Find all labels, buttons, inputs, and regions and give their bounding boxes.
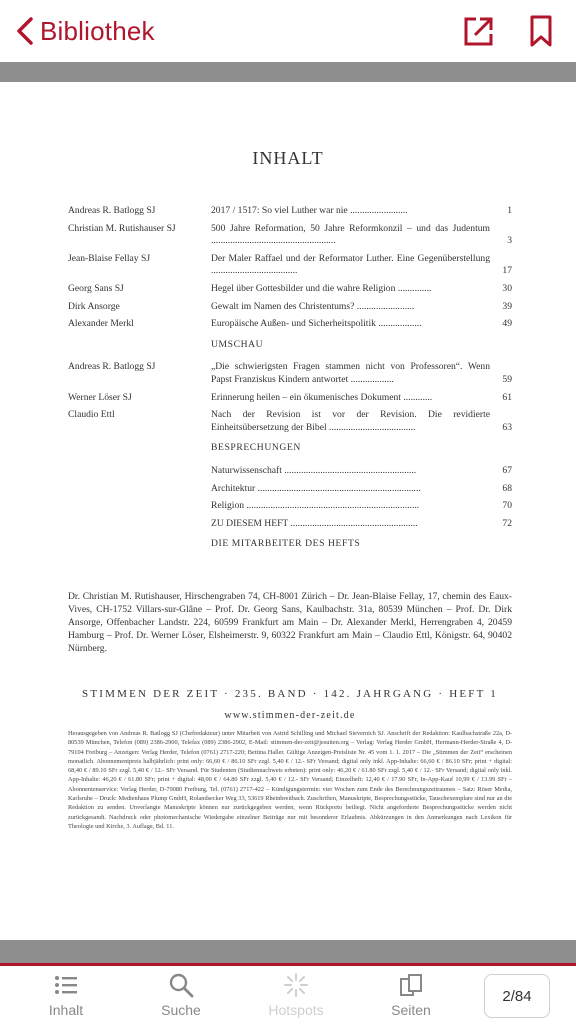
top-gray-band: [0, 62, 576, 82]
section-heading-besprechungen: BESPRECHUNGEN: [211, 442, 301, 454]
toc-row[interactable]: Andreas R. Batlogg SJ „Die schwierigsten Fragen stammen nicht von Professoren“. Wenn Papst Franziskus Kindern antwortet .................. 59: [68, 361, 512, 385]
tab-inhalt[interactable]: [26, 972, 106, 1018]
tab-hotspots[interactable]: [256, 972, 336, 1018]
toc-row[interactable]: Religion ........................................................................ 70: [211, 500, 512, 512]
tab-hotspots-label: Hotspots: [268, 1002, 324, 1018]
bottom-gray-band: [0, 940, 576, 964]
journal-masthead: STIMMEN DER ZEIT · 235. BAND · 142. JAHRGANG · HEFT 1: [82, 688, 498, 700]
top-navigation-bar: [0, 0, 576, 62]
tab-seiten[interactable]: [371, 972, 451, 1018]
document-page[interactable]: [0, 82, 576, 940]
bookmark-icon[interactable]: [527, 14, 555, 48]
page-title: INHALT: [252, 148, 324, 168]
back-button[interactable]: [14, 12, 155, 50]
toc-row[interactable]: ZU DIESEM HEFT ..................................................... 72: [211, 517, 512, 529]
toc-row[interactable]: Jean-Blaise Fellay SJ Der Maler Raffael und der Reformator Luther. Eine Gegenüberstellung .................................... 17: [68, 252, 512, 277]
tab-suche[interactable]: [141, 972, 221, 1018]
toc-row[interactable]: Architektur .................................................................... 68: [211, 482, 512, 494]
share-icon[interactable]: [462, 14, 496, 48]
impressum-paragraph: Herausgegeben von Andreas R. Batlogg SJ (Chefredakteur) unter Mitarbeit von Astrid Schilling und Michael Sievernich SJ. Anschrift der Redaktion: Kaulbachstraße 22a, D-80539 München, Telefon (089) 2386-2900, Telefax (089) 2386-2902, E-Mail: stimmen-der-zeit@jesuiten.org – Verlag: Verlag Herder GmbH, Hermann-Herder-Straße 4, D-79104 Freiburg – Anzeigen: Verlag Herder, Telefon (0761) 2717-220; Bettina Haller. Gültige Anzeigen-Preisliste Nr. 45 vom 1. 1. 2017 – Die „Stimmen der Zeit“ erscheinen monatlich. Abonnementpreis halbjährlich: print only: 66,60 € / 86.10 SFr zzgl. 5,40 € / 12.- SFr Versand; digital only inkl. App-Inhalte: 66,60 € / 86.10 SFr; print + digital: 68,40 € / 89.10 SFr zzgl. 5,40 € / 12.- SFr Versand. Für Studenten (Studiennachweis erbeten): print only: 46,20 € / 61.80 SFr zzgl. 5,40 € / 12.- SFr Versand; digital only inkl. App-Inhalte: 46,20 € / 61.80 SFr; print + digital: 48,00 € / 64.80 SFr zzgl. 5,40 € / 12.- SFr Versand; Einzelheft: 12,40 € / 17.90 SFr, In-App-Kauf 10,99 € / 13.99 SFr – Abonnentenservice: Verlag Herder, D-79080 Freiburg, Tel. (0761) 2717-422 – Kündigungstermin: vier Wochen zum Ende des Berechnungszeitraumes – Satz: Röser Media, Karlsruhe – Druck: Medienhaus Plump GmbH, Rolandsecker Weg 33, 53619 Rheinbreitbach. Zuschriften, Manuskripte, Besprechungsstücke, Tauschexemplare sind nur an die Redaktion zu senden. Unverlangte Manuskripte können nur zurückgegeben werden, wenn Rückporto beiliegt. Nicht angeforderte Besprechungsstücke werden nicht zurückgesandt. Nachdruck oder photomechanische Wiedergabe einzelner Beiträge nur mit besonderer Erlaubnis. Abkürzungen in den Anmerkungen nach Lexikon für Theologie und Kirche, 3. Auflage, Bd. 11.: [68, 730, 512, 830]
search-icon: [168, 972, 194, 998]
sparkle-icon: [283, 972, 309, 998]
section-heading-umschau: UMSCHAU: [211, 338, 264, 350]
toc-row[interactable]: Alexander Merkl Europäische Außen- und Sicherheitspolitik .................. 49: [68, 318, 512, 330]
toc-row[interactable]: Christian M. Rutishauser SJ 500 Jahre Reformation, 50 Jahre Reformkonzil – und das Judentum .................................................... 3: [68, 222, 512, 247]
pages-icon: [398, 972, 424, 998]
toc-row[interactable]: Naturwissenschaft ....................................................... 67: [211, 464, 512, 476]
back-button-label: Bibliothek: [40, 15, 155, 46]
list-icon: [53, 972, 79, 998]
page-indicator-button[interactable]: 2/84: [484, 974, 550, 1018]
toc-row[interactable]: Dirk Ansorge Gewalt im Namen des Christentums? ........................ 39: [68, 300, 512, 312]
contributors-paragraph: Dr. Christian M. Rutishauser, Hirschengraben 74, CH-8001 Zürich – Dr. Jean-Blaise Fellay, 17, chemin des Eaux-Vives, CH-1752 Villars-sur-Glâne – Prof. Dr. Georg Sans, Kaulbachstr. 31a, 80539 München – Prof. Dr. Dirk Ansorge, Offenbacher Landstr. 224, 60599 Frankfurt am Main – Dr. Alexander Merkl, Herrengraben 4, 20459 Hamburg – Prof. Dr. Werner Löser, Elsheimerstr. 9, 60322 Frankfurt am Main – Claudio Ettl, Königstr. 64, 90402 Nürnberg.: [68, 591, 512, 654]
table-of-contents: [68, 205, 512, 561]
toc-row[interactable]: Andreas R. Batlogg SJ 2017 / 1517: So viel Luther war nie ........................ 1: [68, 205, 512, 216]
toc-row[interactable]: Georg Sans SJ Hegel über Gottesbilder und die wahre Religion .............. 30: [68, 282, 512, 294]
chevron-left-icon: [14, 16, 36, 46]
toc-row[interactable]: Claudio Ettl Nach der Revision ist vor der Revision. Die revidierte Einheitsübersetzung der Bibel .................................... 63: [68, 409, 512, 433]
toc-row[interactable]: Werner Löser SJ Erinnerung heilen – ein ökumenisches Dokument ............ 61: [68, 391, 512, 403]
tab-inhalt-label: Inhalt: [48, 1002, 84, 1018]
bottom-tab-bar: [0, 966, 576, 1024]
section-heading-mitarbeiter: DIE MITARBEITER DES HEFTS: [211, 538, 361, 550]
tab-seiten-label: Seiten: [391, 1002, 431, 1018]
journal-website: www.stimmen-der-zeit.de: [224, 710, 356, 721]
tab-suche-label: Suche: [161, 1002, 201, 1018]
